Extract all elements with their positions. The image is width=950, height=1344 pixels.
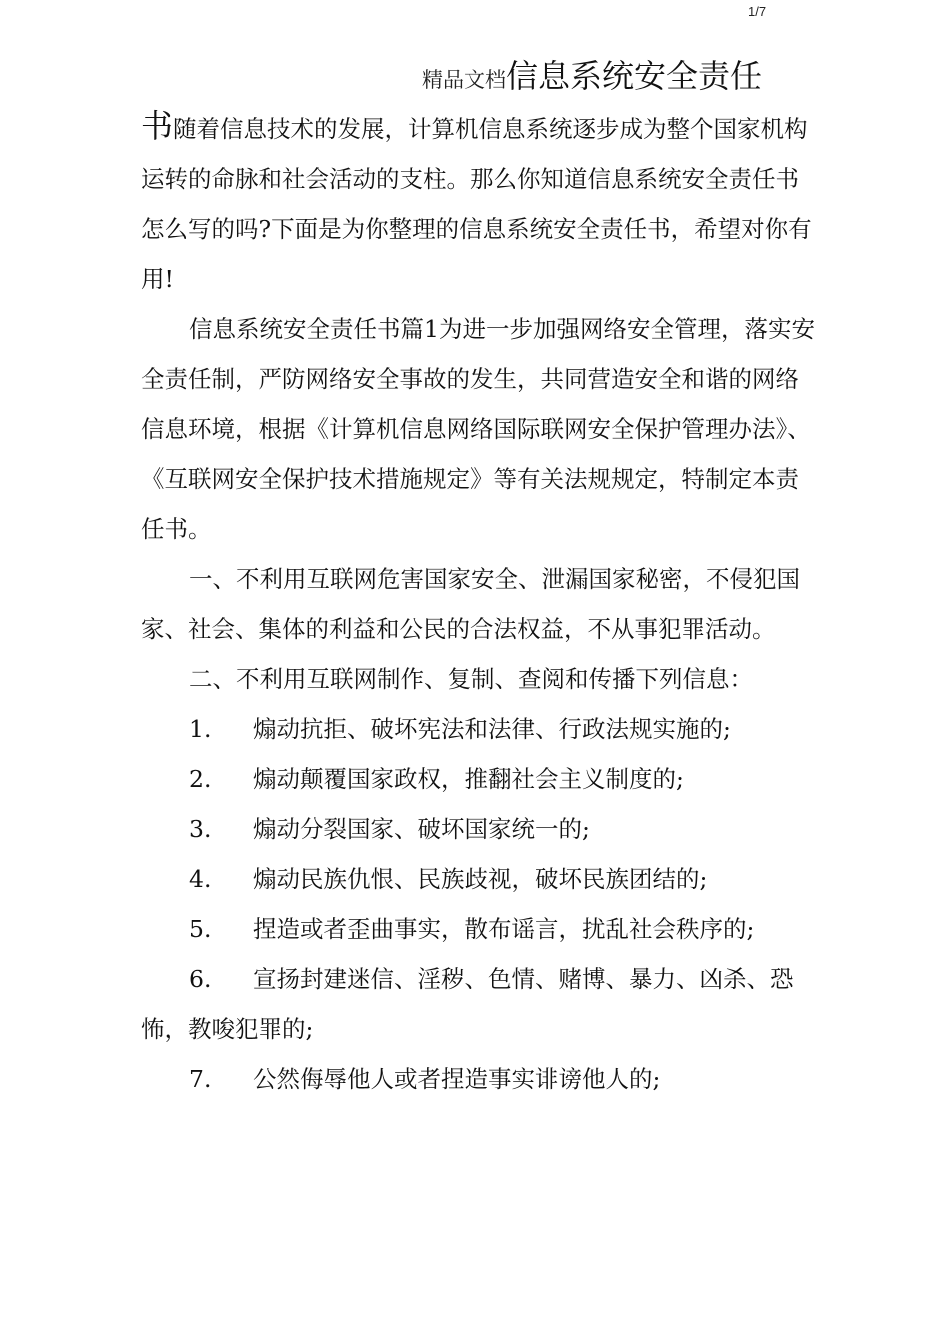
list-item — [189, 804, 817, 854]
list-item-number: 6. — [189, 965, 212, 993]
list-item-text: 煽动抗拒、破坏宪法和法律、行政法规实施的; — [253, 715, 731, 743]
list-item-number: 7. — [189, 1065, 212, 1093]
list-item-number: 1. — [189, 715, 212, 743]
list-item-text: 宣扬封建迷信、淫秽、色情、赌博、暴力、凶杀、恐怖，教唆犯罪的; — [141, 965, 794, 1043]
intro-paragraph — [141, 101, 817, 304]
intro-text: 随着信息技术的发展，计算机信息系统逐步成为整个国家机构运转的命脉和社会活动的支柱。那么你知道信息系统安全责任书怎么写的吗?下面是为你整理的信息系统安全责任书，希望对你有用! — [141, 115, 812, 293]
page-number: 1/7 — [748, 4, 767, 19]
list-item-number: 5. — [189, 915, 212, 943]
title-tail: 书 — [141, 107, 174, 145]
section-2: 二、不利用互联网制作、复制、查阅和传播下列信息： — [189, 665, 753, 693]
list-item — [189, 1054, 817, 1104]
list-item-text: 煽动民族仇恨、民族歧视，破坏民族团结的; — [253, 865, 708, 893]
list-item — [189, 704, 817, 754]
list-item — [189, 754, 817, 804]
list-item — [189, 854, 817, 904]
list-item-text: 公然侮辱他人或者捏造事实诽谤他人的; — [253, 1065, 661, 1093]
list-item-number: 4. — [189, 865, 212, 893]
list-item-text: 煽动分裂国家、破坏国家统一的; — [253, 815, 590, 843]
title-main: 信息系统安全责任 — [506, 57, 763, 95]
document-body — [141, 101, 817, 1104]
document-title — [422, 54, 762, 104]
list-item-number: 2. — [189, 765, 212, 793]
title-prefix: 精品文档 — [422, 68, 506, 92]
list-item — [141, 954, 817, 1054]
section-1: 一、不利用互联网危害国家安全、泄漏国家秘密，不侵犯国家、社会、集体的利益和公民的合法权益，不从事犯罪活动。 — [141, 565, 800, 643]
list-item-text: 煽动颠覆国家政权，推翻社会主义制度的; — [253, 765, 684, 793]
list-item — [189, 904, 817, 954]
list-item-text: 捏造或者歪曲事实，散布谣言，扰乱社会秩序的; — [253, 915, 755, 943]
paragraph-1: 信息系统安全责任书篇1为进一步加强网络安全管理，落实安全责任制，严防网络安全事故的发生，共同营造安全和谐的网络信息环境，根据《计算机信息网络国际联网安全保护管理办法》、《互联网安全保护技术措施规定》等有关法规规定，特制定本责任书。 — [141, 315, 815, 543]
list-item-number: 3. — [189, 815, 212, 843]
